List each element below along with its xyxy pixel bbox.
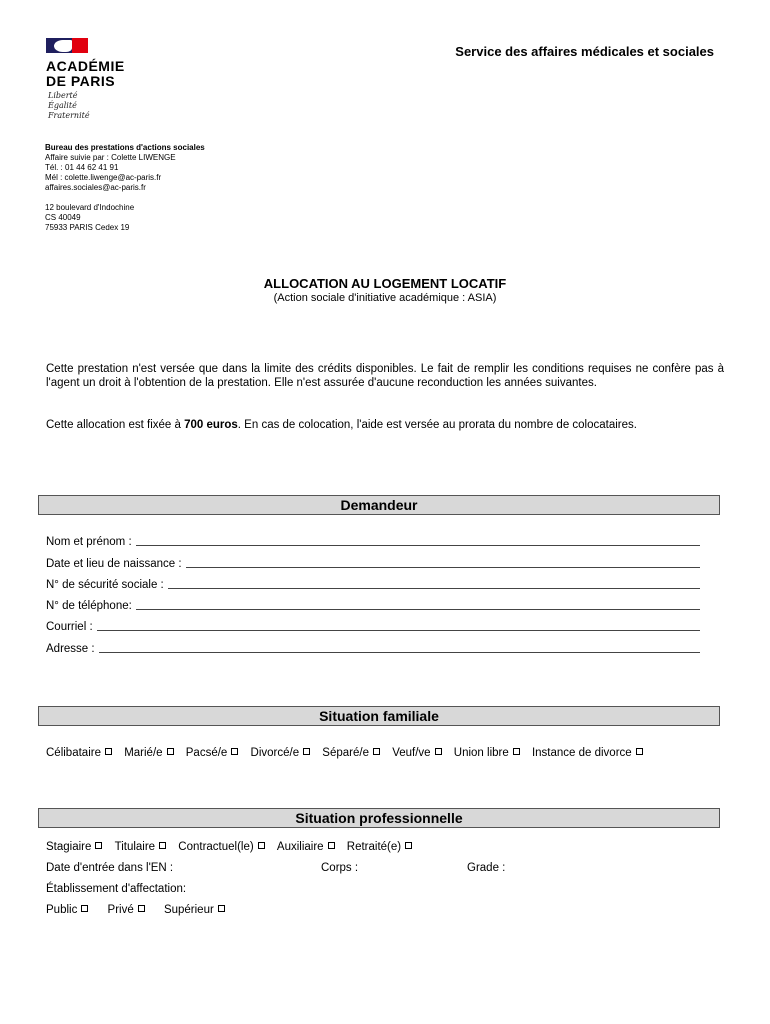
checkbox-icon[interactable]: [159, 842, 166, 849]
checkbox-icon[interactable]: [328, 842, 335, 849]
option-union-libre[interactable]: [454, 747, 520, 759]
option-label: Séparé/e: [322, 747, 369, 759]
field-securite-sociale[interactable]: [46, 578, 700, 591]
checkbox-icon[interactable]: [303, 748, 310, 755]
motto-fraternite: Fraternité: [48, 111, 90, 120]
option-titulaire[interactable]: [115, 841, 166, 853]
option-label: Auxiliaire: [276, 841, 324, 853]
fill-line[interactable]: [97, 620, 700, 631]
service-title: Service des affaires médicales et sociales: [455, 44, 714, 59]
option-label: Instance de divorce: [531, 747, 632, 759]
amount-text-start: Cette allocation est fixée à: [46, 419, 185, 431]
fill-line[interactable]: [136, 535, 700, 546]
checkbox-icon[interactable]: [105, 748, 112, 755]
option-label: Titulaire: [114, 841, 156, 853]
professional-status-options: [46, 841, 421, 853]
establishment-type-options: [46, 904, 234, 916]
checkbox-icon[interactable]: [435, 748, 442, 755]
field-naissance[interactable]: [46, 557, 700, 570]
option-label: Supérieur: [163, 904, 214, 916]
option-public[interactable]: [46, 904, 88, 916]
amount-paragraph: [46, 418, 724, 432]
motto-liberte: Liberté: [48, 91, 78, 100]
amount-text-end: . En cas de colocation, l'aide est versée au prorata du nombre de colocataires.: [237, 419, 637, 431]
address-line: 12 boulevard d'Indochine: [45, 203, 135, 212]
fill-line[interactable]: [186, 557, 700, 568]
checkbox-icon[interactable]: [218, 905, 225, 912]
contact-phone: Tél. : 01 44 62 41 91: [45, 163, 119, 172]
address-line: CS 40049: [45, 213, 81, 222]
corps-label: Corps :: [321, 862, 359, 874]
checkbox-icon[interactable]: [95, 842, 102, 849]
field-label: Courriel :: [46, 621, 93, 633]
option-marie[interactable]: [124, 747, 173, 759]
checkbox-icon[interactable]: [231, 748, 238, 755]
checkbox-icon[interactable]: [167, 748, 174, 755]
section-header-situation-professionnelle: Situation professionnelle: [38, 808, 720, 828]
option-prive[interactable]: [108, 904, 145, 916]
option-retraite[interactable]: [347, 841, 412, 853]
field-label: Date et lieu de naissance :: [46, 558, 182, 570]
option-contractuel[interactable]: [178, 841, 264, 853]
field-adresse[interactable]: [46, 642, 700, 655]
option-label: Marié/e: [124, 747, 163, 759]
option-label: Privé: [107, 904, 134, 916]
field-telephone[interactable]: [46, 599, 700, 612]
checkbox-icon[interactable]: [636, 748, 643, 755]
contact-email-generic: affaires.sociales@ac-paris.fr: [45, 183, 146, 192]
field-label: N° de téléphone:: [46, 600, 132, 612]
option-separe[interactable]: [322, 747, 380, 759]
marital-status-options: [46, 747, 652, 759]
contact-mail: Mél : colette.liwenge@ac-paris.fr: [45, 173, 162, 182]
field-label: Nom et prénom :: [46, 536, 132, 548]
fill-line[interactable]: [168, 578, 700, 589]
conditions-paragraph: Cette prestation n'est versée que dans la limite des crédits disponibles. Le fait de remplir les conditions requises ne confère pas à l'agent un droit à l'obtention de la prestation. Elle n'est assurée d'aucune reconduction les années suivantes.: [46, 363, 724, 389]
logo-academie-text: ACADÉMIE: [46, 58, 125, 74]
flag-red-block: [72, 38, 88, 53]
option-veuf[interactable]: [392, 747, 441, 759]
option-label: Divorcé/e: [250, 747, 300, 759]
academie-logo: [38, 28, 148, 132]
fill-line[interactable]: [136, 599, 700, 610]
option-label: Stagiaire: [46, 841, 92, 853]
option-label: Veuf/ve: [392, 747, 431, 759]
option-auxiliaire[interactable]: [277, 841, 335, 853]
date-entree-label: Date d'entrée dans l'EN :: [46, 862, 174, 874]
checkbox-icon[interactable]: [81, 905, 88, 912]
checkbox-icon[interactable]: [373, 748, 380, 755]
motto-egalite: Égalité: [48, 101, 77, 110]
checkbox-icon[interactable]: [258, 842, 265, 849]
amount-value: 700 euros: [184, 419, 238, 431]
option-instance-divorce[interactable]: [532, 747, 643, 759]
option-label: Retraité(e): [346, 841, 402, 853]
bureau-name: Bureau des prestations d'actions sociales: [45, 143, 205, 152]
option-label: Public: [46, 904, 78, 916]
option-celibataire[interactable]: [46, 747, 112, 759]
section-header-situation-familiale: Situation familiale: [38, 706, 720, 726]
grade-label: Grade :: [467, 862, 506, 874]
checkbox-icon[interactable]: [513, 748, 520, 755]
etablissement-label: Établissement d'affectation:: [46, 883, 187, 895]
address-line: 75933 PARIS Cedex 19: [45, 223, 130, 232]
contact-person: Affaire suivie par : Colette LIWENGE: [45, 153, 176, 162]
field-label: Adresse :: [46, 643, 95, 655]
field-label: N° de sécurité sociale :: [46, 579, 164, 591]
checkbox-icon[interactable]: [405, 842, 412, 849]
fill-line[interactable]: [99, 642, 700, 653]
option-label: Pacsé/e: [185, 747, 228, 759]
field-nom-prenom[interactable]: [46, 535, 700, 548]
option-label: Célibataire: [46, 747, 101, 759]
section-header-demandeur: Demandeur: [38, 495, 720, 515]
option-superieur[interactable]: [164, 904, 225, 916]
document-subtitle: (Action sociale d'initiative académique : ASIA): [273, 292, 497, 304]
contact-block: [45, 143, 205, 193]
logo-paris-text: DE PARIS: [46, 73, 116, 89]
option-label: Contractuel(le): [178, 841, 254, 853]
marianne-icon: [54, 40, 72, 52]
option-stagiaire[interactable]: [46, 841, 102, 853]
checkbox-icon[interactable]: [138, 905, 145, 912]
document-title: ALLOCATION AU LOGEMENT LOCATIF: [263, 276, 507, 291]
option-pacse[interactable]: [186, 747, 239, 759]
option-divorce[interactable]: [251, 747, 311, 759]
option-label: Union libre: [453, 747, 509, 759]
field-courriel[interactable]: [46, 620, 700, 633]
postal-address: [45, 203, 134, 233]
